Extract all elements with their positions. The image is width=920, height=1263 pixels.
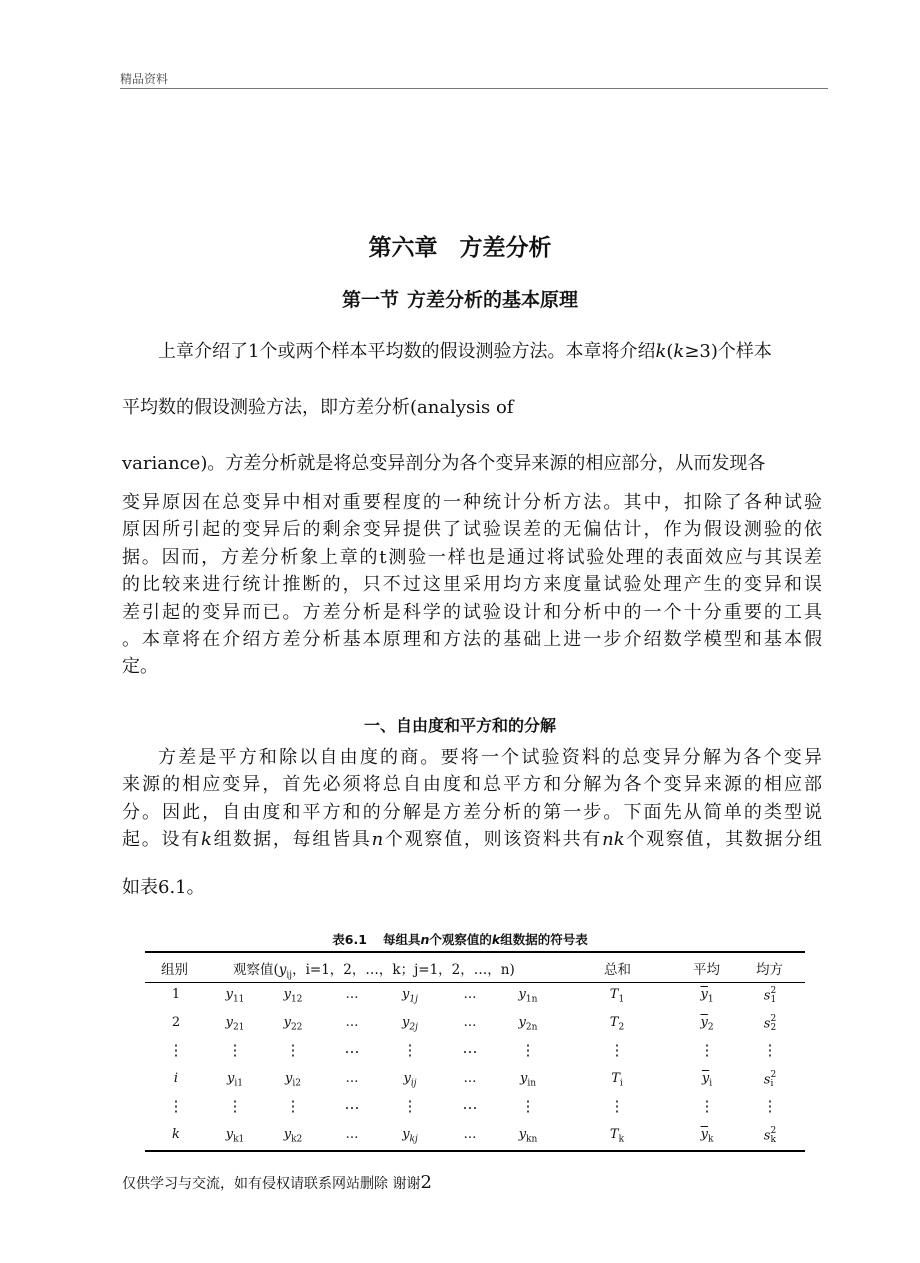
- table-cell-ellipsis: …: [344, 1095, 360, 1113]
- intro-paragraph: [122, 489, 822, 681]
- table-cell-group: i: [173, 1071, 179, 1086]
- table-cell-mean: $\overline{y}_k$: [700, 1127, 714, 1145]
- table-number: 表6.1: [332, 932, 367, 947]
- table-cell-vdots: ⋮: [520, 1041, 536, 1059]
- para-line: 差引起的变异而已。方差分析是科学的试验设计和分析中的一个十分重要的工具: [122, 601, 822, 623]
- table-caption: [0, 930, 920, 948]
- table-cell-variance: s 2 2: [763, 1014, 777, 1033]
- table-cell-obs: $y_{2n}$: [518, 1015, 538, 1033]
- table-cell-obs: $y_{k2}$: [283, 1127, 303, 1145]
- table-cell-vdots: ⋮: [402, 1097, 418, 1115]
- body-var-k: k: [200, 829, 212, 851]
- caption-text: 每组具: [382, 932, 421, 947]
- footer-text: 仅供学习与交流，如有侵权请联系网站删除 谢谢: [122, 1176, 421, 1192]
- header-total: 总和: [604, 962, 631, 978]
- body-text: 个观察值，其数据分组: [624, 829, 823, 851]
- caption-text: 个观察值的: [429, 932, 492, 947]
- table-cell-vdots: ⋮: [227, 1041, 243, 1059]
- table-cell-ellipsis: …: [462, 1039, 478, 1057]
- table-cell-mean: $\overline{y}_1$: [700, 987, 714, 1005]
- header-label: 精品资料: [120, 72, 169, 86]
- intro-line-3: variance)。方差分析就是将总变异剖分为各个变异来源的相应部分，从而发现各: [122, 453, 766, 474]
- table-cell-obs: $y_{1n}$: [518, 987, 538, 1005]
- header-variance: 均方: [756, 962, 783, 978]
- caption-var-n: n: [420, 932, 430, 947]
- table-cell-obs: $y_{kj}$: [402, 1127, 418, 1145]
- table-cell-ellipsis: …: [463, 1071, 477, 1086]
- table-cell-ellipsis: …: [345, 987, 359, 1002]
- intro-text-c: ≥3)个样本: [684, 341, 772, 362]
- table-cell-total: $T_i$: [611, 1071, 623, 1089]
- intro-line-1: [158, 340, 772, 364]
- table-cell-obs: $y_{ij}$: [403, 1071, 417, 1089]
- table-cell-ellipsis: …: [462, 1095, 478, 1113]
- table-cell-obs: $y_{kn}$: [518, 1127, 538, 1145]
- header-obs-var: y: [278, 962, 287, 978]
- intro-line-2: 平均数的假设测验方法，即方差分析(analysis of: [122, 397, 514, 418]
- page-number: 2: [420, 1172, 432, 1193]
- table-cell-vdots: ⋮: [402, 1041, 418, 1059]
- table-bottom-rule: [145, 1150, 805, 1152]
- body-text: 组数据，每组皆具: [211, 829, 372, 851]
- body-line-5: 如表6.1。: [122, 877, 205, 898]
- intro-var-k2: k: [673, 341, 685, 362]
- body-line-4: [122, 826, 822, 853]
- table-cell-obs: $y_{i1}$: [227, 1071, 243, 1089]
- table-cell-ellipsis: …: [345, 1015, 359, 1030]
- table-cell-ellipsis: …: [463, 1127, 477, 1142]
- table-cell-vdots: ⋮: [762, 1041, 778, 1059]
- table-cell-variance: s 2 i: [763, 1070, 777, 1089]
- intro-var-k: k: [655, 341, 667, 362]
- table-cell-vdots: ⋮: [609, 1041, 625, 1059]
- body-line: 方差是平方和除以自由度的商。要将一个试验资料的总变异分解为各个变异: [158, 747, 822, 768]
- header-mean: 平均: [693, 962, 720, 978]
- table-cell-ellipsis: …: [463, 1015, 477, 1030]
- table-cell-vdots: ⋮: [168, 1041, 184, 1059]
- header-obs-label: 观察值(: [233, 962, 279, 978]
- header-obs-sub: ij: [286, 970, 293, 981]
- page-header: [120, 70, 828, 89]
- table-cell-ellipsis: …: [345, 1071, 359, 1086]
- table-cell-mean: $\overline{y}_i$: [701, 1071, 713, 1089]
- body-line: 分。因此，自由度和平方和的分解是方差分析的第一步。下面先从简单的类型说: [122, 801, 822, 823]
- intro-text-a: 上章介绍了1个或两个样本平均数的假设测验方法。本章将介绍: [158, 341, 656, 362]
- para-line: 变异原因在总变异中相对重要程度的一种统计分析方法。其中，扣除了各种试验: [122, 492, 822, 513]
- chapter-title: [0, 229, 920, 262]
- table-cell-group: 2: [171, 1015, 181, 1030]
- table-cell-obs: $y_{1j}$: [402, 987, 418, 1005]
- table-cell-obs: $y_{22}$: [283, 1015, 303, 1033]
- table-cell-obs: $y_{21}$: [225, 1015, 245, 1033]
- table-header-rule: [145, 982, 805, 983]
- table-cell-obs: $y_{i2}$: [285, 1071, 301, 1089]
- table-cell-vdots: ⋮: [762, 1097, 778, 1115]
- table-cell-vdots: ⋮: [168, 1097, 184, 1115]
- header-group: 组别: [161, 962, 188, 978]
- body-line: 来源的相应变异，首先必须将总自由度和总平方和分解为各个变异来源的相应部: [122, 774, 822, 796]
- chapter-number: 第六章: [368, 235, 438, 261]
- page-footer: [122, 1172, 432, 1193]
- caption-text: 组数据的符号表: [500, 932, 588, 947]
- body-text: 个观察值，则该资料共有: [383, 829, 603, 851]
- subsection-title: 一、自由度和平方和的分解: [363, 716, 556, 735]
- table-cell-total: $T_1$: [609, 987, 625, 1005]
- caption-var-k: k: [491, 932, 501, 947]
- intro-text-b: (: [666, 341, 674, 362]
- table-cell-obs: $y_{12}$: [283, 987, 303, 1005]
- table-cell-variance: s 2 1: [763, 986, 777, 1005]
- table-cell-ellipsis: …: [344, 1039, 360, 1057]
- table-top-rule: [145, 951, 805, 953]
- section-name: 方差分析的基本原理: [407, 289, 579, 311]
- table-cell-vdots: ⋮: [699, 1041, 715, 1059]
- table-cell-vdots: ⋮: [285, 1097, 301, 1115]
- table-cell-ellipsis: …: [463, 987, 477, 1002]
- table-cell-ellipsis: …: [345, 1127, 359, 1142]
- table-cell-obs: $y_{2j}$: [402, 1015, 418, 1033]
- header-obs-rest: ，i=1，2，…，k；j=1，2，…，n): [292, 962, 515, 978]
- table-cell-variance: s 2 k: [763, 1126, 777, 1145]
- header-observations: [233, 958, 515, 981]
- table-cell-vdots: ⋮: [285, 1041, 301, 1059]
- chapter-name: 方差分析: [459, 235, 552, 261]
- table-cell-obs: $y_{k1}$: [225, 1127, 245, 1145]
- body-var-nk: nk: [602, 829, 625, 851]
- para-line: 定。: [122, 656, 158, 678]
- para-line: 。本章将在介绍方差分析基本原理和方法的基础上进一步介绍数学模型和基本假: [122, 629, 822, 651]
- table-cell-obs: $y_{in}$: [519, 1071, 537, 1089]
- table-cell-vdots: ⋮: [520, 1097, 536, 1115]
- table-cell-group: k: [172, 1127, 180, 1142]
- body-text: 起。设有: [122, 829, 201, 851]
- table-cell-obs: $y_{11}$: [225, 987, 245, 1005]
- table-cell-vdots: ⋮: [227, 1097, 243, 1115]
- table-cell-mean: $\overline{y}_2$: [700, 1015, 714, 1033]
- section-number: 第一节: [341, 289, 399, 311]
- body-paragraph: [122, 744, 822, 854]
- body-var-n: n: [371, 829, 384, 851]
- table-cell-total: $T_k$: [609, 1127, 625, 1145]
- table-cell-group: 1: [171, 987, 181, 1002]
- table-cell-vdots: ⋮: [609, 1097, 625, 1115]
- para-line: 的比较来进行统计推断的，只不过这里采用均方来度量试验处理产生的变异和误: [122, 574, 822, 596]
- table-cell-total: $T_2$: [609, 1015, 625, 1033]
- para-line: 原因所引起的变异后的剩余变异提供了试验误差的无偏估计，作为假设测验的依: [122, 519, 822, 541]
- para-line: 据。因而，方差分析象上章的t测验一样也是通过将试验处理的表面效应与其误差: [122, 546, 822, 568]
- section-title: [0, 285, 920, 312]
- table-cell-vdots: ⋮: [699, 1097, 715, 1115]
